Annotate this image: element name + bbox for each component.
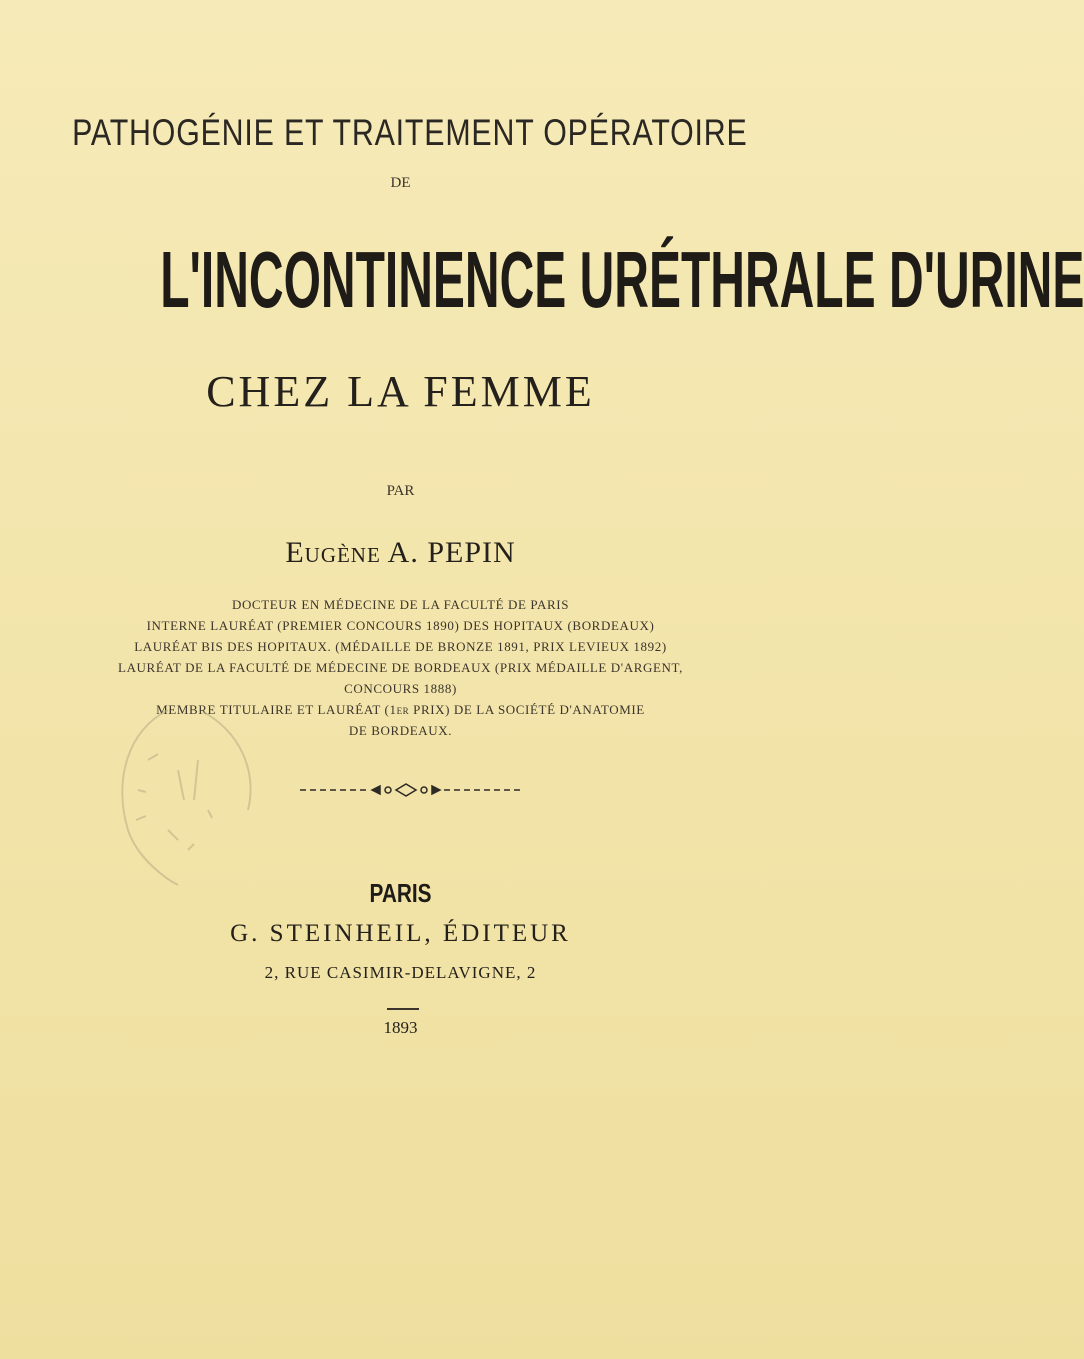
divider-rule (387, 1008, 419, 1010)
sub-title: CHEZ LA FEMME (206, 367, 595, 416)
connector-de: DE (390, 175, 411, 191)
connector-par: PAR (386, 483, 415, 499)
main-title: L'INCONTINENCE URÉTHRALE D'URINE (160, 235, 1084, 324)
imprint-address: 2, RUE CASIMIR-DELAVIGNE, 2 (264, 963, 537, 982)
credential-line: CONCOURS 1888) (344, 681, 457, 696)
credential-line: MEMBRE TITULAIRE ET LAURÉAT (1er PRIX) DE LA SOCIÉTÉ D'ANATOMIE (156, 702, 645, 717)
credential-line: DE BORDEAUX. (348, 723, 453, 738)
imprint-publisher: G. STEINHEIL, ÉDITEUR (230, 920, 571, 947)
author-name: Eugène A. PEPIN (285, 536, 516, 569)
library-stamp-icon (108, 700, 278, 890)
credential-line: LAURÉAT DE LA FACULTÉ DE MÉDECINE DE BORDEAUX (PRIX MÉDAILLE D'ARGENT, (118, 660, 683, 675)
credential-line: INTERNE LAURÉAT (PREMIER CONCOURS 1890) DES HOPITAUX (BORDEAUX) (146, 618, 655, 633)
imprint-year: 1893 (383, 1018, 418, 1037)
title-top-line: PATHOGÉNIE ET TRAITEMENT OPÉRATOIRE (72, 112, 748, 153)
credential-line: LAURÉAT BIS DES HOPITAUX. (MÉDAILLE DE BRONZE 1891, PRIX LEVIEUX 1892) (134, 639, 667, 654)
imprint-city: PARIS (369, 878, 432, 908)
typographic-ornament-icon (300, 780, 520, 800)
credential-line: DOCTEUR EN MÉDECINE DE LA FACULTÉ DE PARIS (231, 597, 570, 612)
